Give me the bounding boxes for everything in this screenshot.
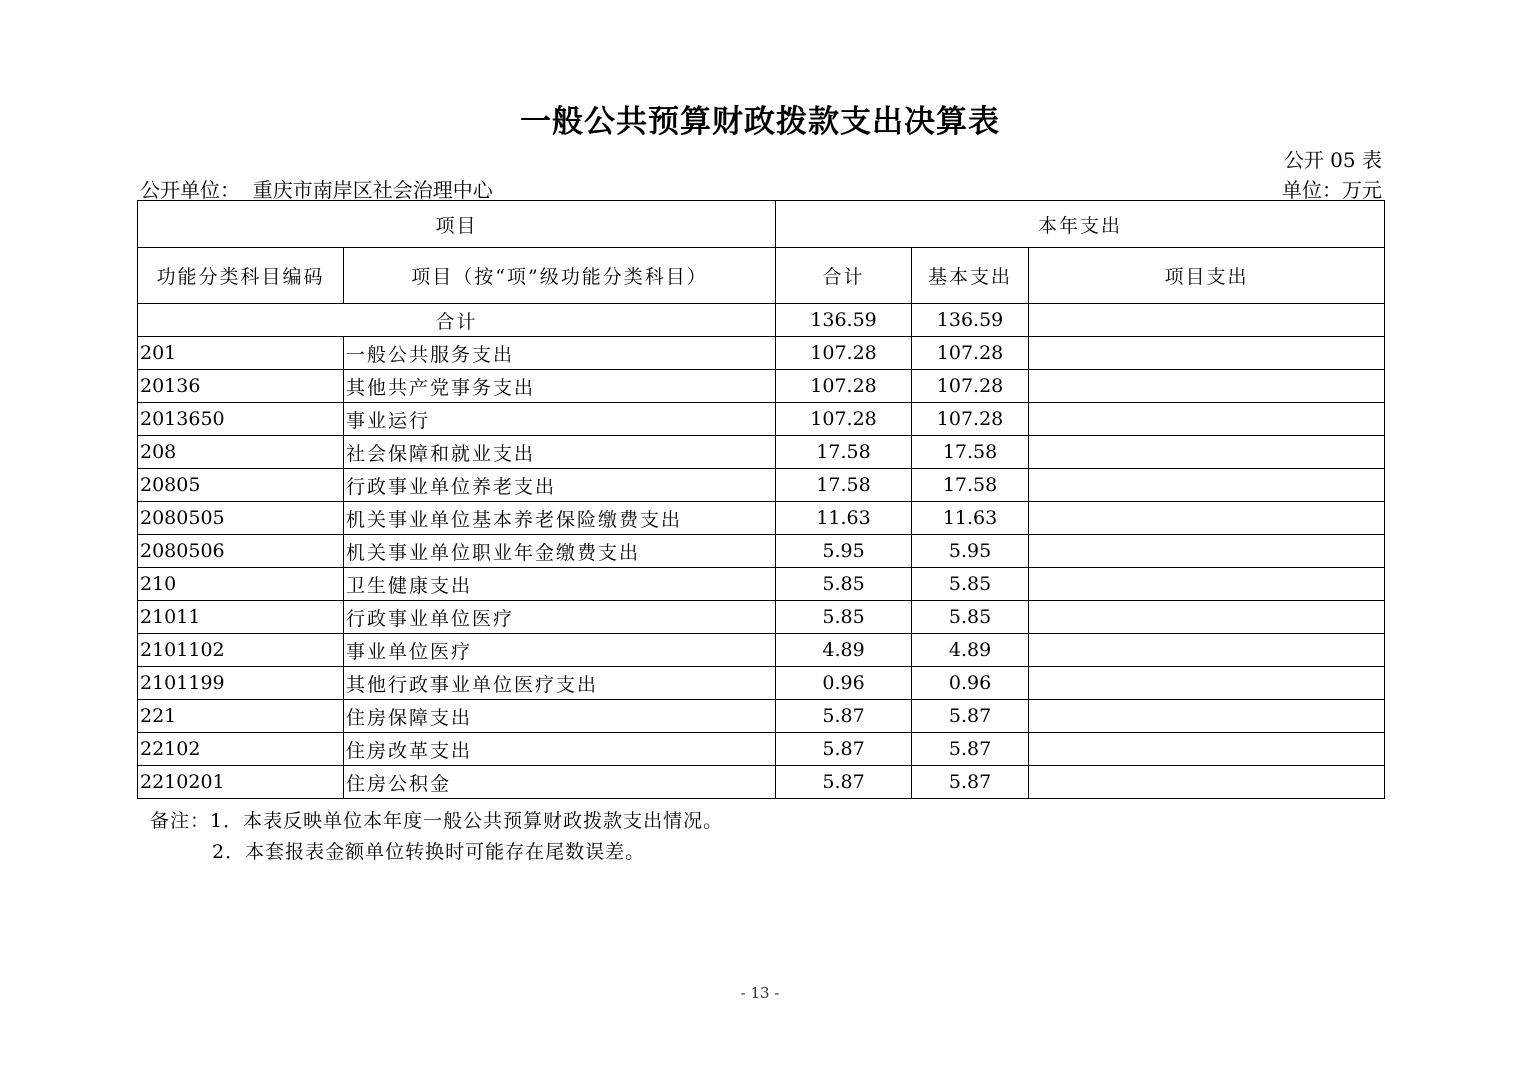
- page-title: 一般公共预算财政拨款支出决算表: [520, 104, 1000, 140]
- row-basic: 107.28: [912, 403, 1029, 436]
- row-basic: 5.85: [912, 568, 1029, 601]
- row-project: [1029, 766, 1385, 799]
- currency-unit: 单位：万元: [1282, 178, 1382, 202]
- row-name: 卫生健康支出: [344, 568, 776, 601]
- row-name: 事业运行: [344, 403, 776, 436]
- unit-info-row: [140, 174, 1382, 203]
- row-name: 住房改革支出: [344, 733, 776, 766]
- row-name: 住房公积金: [344, 766, 776, 799]
- form-number: 公开 05 表: [1283, 148, 1382, 172]
- header-current-year: 本年支出: [776, 201, 1385, 248]
- row-basic: 11.63: [912, 502, 1029, 535]
- table-row: [138, 634, 1385, 667]
- row-total: 5.85: [776, 568, 912, 601]
- header-code: 功能分类科目编码: [138, 248, 344, 304]
- row-total: 5.87: [776, 766, 912, 799]
- expenditure-table: [137, 200, 1385, 799]
- row-total: 11.63: [776, 502, 912, 535]
- row-basic: 5.87: [912, 766, 1029, 799]
- row-code: 208: [138, 436, 344, 469]
- row-total: 4.89: [776, 634, 912, 667]
- header-row-2: [138, 248, 1385, 304]
- row-project: [1029, 700, 1385, 733]
- row-name: 一般公共服务支出: [344, 337, 776, 370]
- header-name: 项目（按“项”级功能分类科目）: [344, 248, 776, 304]
- row-name: 社会保障和就业支出: [344, 436, 776, 469]
- notes: [150, 806, 723, 868]
- row-project: [1029, 733, 1385, 766]
- row-code: 221: [138, 700, 344, 733]
- table-row: [138, 766, 1385, 799]
- row-basic: 17.58: [912, 469, 1029, 502]
- row-project: [1029, 601, 1385, 634]
- total-amount: 136.59: [776, 304, 912, 337]
- row-name: 行政事业单位养老支出: [344, 469, 776, 502]
- reporting-unit: 公开单位： 重庆市南岸区社会治理中心: [140, 178, 493, 202]
- table-row: [138, 502, 1385, 535]
- row-total: 107.28: [776, 403, 912, 436]
- row-basic: 5.85: [912, 601, 1029, 634]
- row-total: 5.95: [776, 535, 912, 568]
- row-code: 2013650: [138, 403, 344, 436]
- row-project: [1029, 502, 1385, 535]
- row-code: 21011: [138, 601, 344, 634]
- total-basic: 136.59: [912, 304, 1029, 337]
- row-total: 5.87: [776, 733, 912, 766]
- note-line-2: 2．本套报表金额单位转换时可能存在尾数误差。: [212, 841, 646, 863]
- row-project: [1029, 568, 1385, 601]
- row-project: [1029, 634, 1385, 667]
- row-code: 20805: [138, 469, 344, 502]
- row-name: 事业单位医疗: [344, 634, 776, 667]
- total-label: 合计: [138, 304, 776, 337]
- table-row: [138, 667, 1385, 700]
- table-row: [138, 337, 1385, 370]
- row-total: 17.58: [776, 436, 912, 469]
- note-line-1: 备注：1．本表反映单位本年度一般公共预算财政拨款支出情况。: [150, 810, 724, 832]
- row-total: 17.58: [776, 469, 912, 502]
- table-row: [138, 700, 1385, 733]
- row-total: 0.96: [776, 667, 912, 700]
- row-code: 210: [138, 568, 344, 601]
- table-row: [138, 601, 1385, 634]
- table-row: [138, 568, 1385, 601]
- row-basic: 107.28: [912, 370, 1029, 403]
- row-basic: 5.87: [912, 733, 1029, 766]
- row-code: 22102: [138, 733, 344, 766]
- header-basic: 基本支出: [912, 248, 1029, 304]
- total-project: [1029, 304, 1385, 337]
- row-code: 2210201: [138, 766, 344, 799]
- row-project: [1029, 337, 1385, 370]
- row-name: 其他行政事业单位医疗支出: [344, 667, 776, 700]
- row-total: 107.28: [776, 370, 912, 403]
- row-code: 20136: [138, 370, 344, 403]
- row-code: 2101199: [138, 667, 344, 700]
- header-project-expenditure: 项目支出: [1029, 248, 1385, 304]
- row-name: 机关事业单位基本养老保险缴费支出: [344, 502, 776, 535]
- row-name: 住房保障支出: [344, 700, 776, 733]
- row-project: [1029, 403, 1385, 436]
- row-code: 201: [138, 337, 344, 370]
- row-project: [1029, 436, 1385, 469]
- table-row: [138, 469, 1385, 502]
- row-basic: 4.89: [912, 634, 1029, 667]
- row-name: 行政事业单位医疗: [344, 601, 776, 634]
- page-number: - 13 -: [740, 984, 780, 1002]
- row-basic: 0.96: [912, 667, 1029, 700]
- row-basic: 5.87: [912, 700, 1029, 733]
- row-total: 5.85: [776, 601, 912, 634]
- row-code: 2101102: [138, 634, 344, 667]
- total-row: [138, 304, 1385, 337]
- table-row: [138, 733, 1385, 766]
- row-code: 2080506: [138, 535, 344, 568]
- row-basic: 5.95: [912, 535, 1029, 568]
- row-total: 107.28: [776, 337, 912, 370]
- row-project: [1029, 469, 1385, 502]
- row-total: 5.87: [776, 700, 912, 733]
- row-project: [1029, 667, 1385, 700]
- header-project: 项目: [138, 201, 776, 248]
- row-project: [1029, 370, 1385, 403]
- row-name: 机关事业单位职业年金缴费支出: [344, 535, 776, 568]
- row-basic: 107.28: [912, 337, 1029, 370]
- table-row: [138, 436, 1385, 469]
- table-row: [138, 370, 1385, 403]
- row-basic: 17.58: [912, 436, 1029, 469]
- row-name: 其他共产党事务支出: [344, 370, 776, 403]
- header-total: 合计: [776, 248, 912, 304]
- table-row: [138, 403, 1385, 436]
- row-code: 2080505: [138, 502, 344, 535]
- header-row-1: [138, 201, 1385, 248]
- table-row: [138, 535, 1385, 568]
- row-project: [1029, 535, 1385, 568]
